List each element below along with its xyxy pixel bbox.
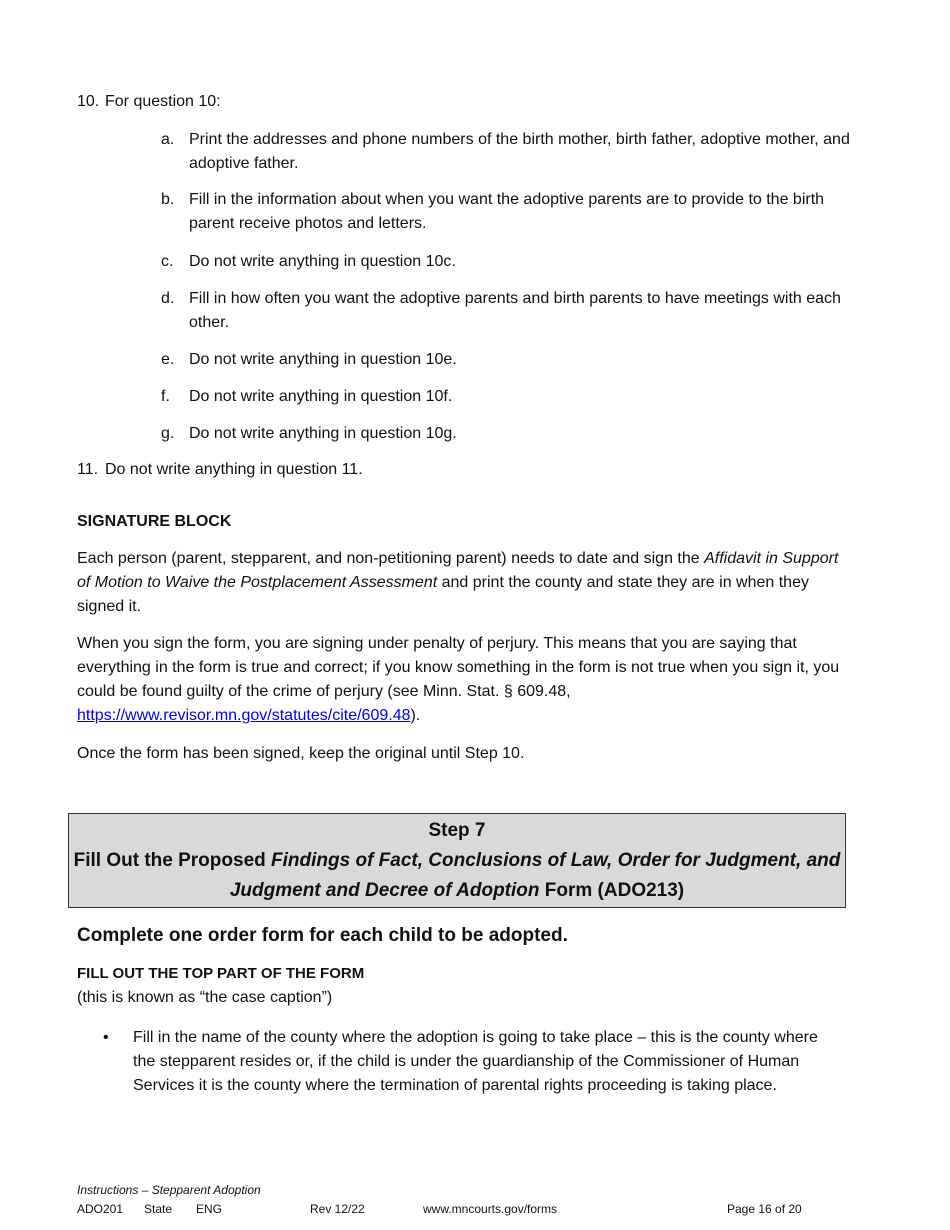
- paragraph-text: and print the county and state they are in when they signed it.: [77, 574, 809, 615]
- signature-paragraph-1: [77, 547, 847, 619]
- top-part-heading: FILL OUT THE TOP PART OF THE FORM: [77, 965, 365, 982]
- list-item: [103, 1026, 843, 1098]
- paragraph-text: Each person (parent, stepparent, and non-petitioning parent) needs to date and sign the: [77, 550, 705, 567]
- paragraph-text: ).: [410, 707, 421, 724]
- paragraph-text: When you sign the form, you are signing under penalty of perjury. This means that you are saying that everything in the form is true and correct; if you know something in the form is not true when you sign it, you could be found guilty of the crime of perjury (see Minn. Stat. § 609.48,: [77, 635, 840, 700]
- item-text: Do not write anything in question 10g.: [189, 425, 457, 442]
- question-11: [77, 458, 857, 482]
- item-text: Do not write anything in question 10f.: [189, 388, 453, 405]
- case-caption-note: (this is known as “the case caption”): [77, 989, 333, 1006]
- item-letter: e.: [161, 351, 175, 368]
- item-letter: a.: [161, 131, 175, 148]
- footer-revision: Rev 12/22: [310, 1202, 365, 1216]
- bullet-text: Fill in the name of the county where the adoption is going to take place – this is the county where the stepparent resides or, if the child is under the guardianship of the Commissioner of Human Services it is the county where the termination of parental rights proceeding is taking place.: [133, 1029, 818, 1094]
- list-item-10a: [161, 128, 851, 176]
- item-text: Fill in the information about when you want the adoptive parents are to provide to the birth parent receive photos and letters.: [189, 191, 825, 232]
- list-item-10c: [161, 250, 851, 274]
- item-letter: g.: [161, 425, 175, 442]
- item-letter: f.: [161, 388, 170, 405]
- signature-block-heading: SIGNATURE BLOCK: [77, 513, 232, 530]
- item-letter: d.: [161, 290, 175, 307]
- footer-website: www.mncourts.gov/forms: [423, 1202, 558, 1216]
- footer-title: Instructions – Stepparent Adoption: [77, 1183, 261, 1197]
- item-text: Fill in how often you want the adoptive parents and birth parents to have meetings with each other.: [189, 290, 841, 331]
- footer-page-number: Page 16 of 20: [727, 1202, 802, 1216]
- footer-form-code: ADO201: [77, 1202, 124, 1216]
- affidavit-title: Affidavit in Support of Motion to Waive the Postplacement Assessment: [77, 550, 839, 591]
- list-item-10b: [161, 188, 851, 236]
- list-item-10g: [161, 422, 851, 446]
- footer-language: ENG: [196, 1202, 223, 1216]
- signature-paragraph-3: Once the form has been signed, keep the original until Step 10.: [77, 745, 525, 762]
- question-number: 10.: [77, 93, 100, 110]
- list-item-10f: [161, 385, 851, 409]
- list-item-10e: [161, 348, 851, 372]
- question-text: Do not write anything in question 11.: [105, 461, 363, 478]
- item-text: Do not write anything in question 10c.: [189, 253, 456, 270]
- footer-jurisdiction: State: [144, 1202, 173, 1216]
- statute-link[interactable]: https://www.revisor.mn.gov/statutes/cite/609.48: [77, 707, 411, 724]
- step-title-text: Form (ADO213): [539, 880, 685, 901]
- step-title-text: Fill Out the Proposed: [73, 850, 272, 871]
- item-letter: b.: [161, 191, 175, 208]
- signature-paragraph-2: [77, 632, 847, 728]
- step-label: Step 7: [428, 820, 486, 841]
- item-letter: c.: [161, 253, 174, 270]
- question-text: For question 10:: [105, 93, 221, 110]
- item-text: Print the addresses and phone numbers of the birth mother, birth father, adoptive mother, and adoptive father.: [189, 131, 850, 172]
- step-title: [69, 846, 845, 906]
- question-10-intro: [77, 90, 857, 114]
- question-number: 11.: [77, 461, 99, 478]
- item-text: Do not write anything in question 10e.: [189, 351, 457, 368]
- list-item-10d: [161, 287, 851, 335]
- step-7-banner: [68, 813, 846, 908]
- step-title-form-name: Findings of Fact, Conclusions of Law, Order for Judgment, and Judgment and Decree of Adoption: [229, 850, 841, 901]
- bullet-icon: •: [103, 1029, 109, 1046]
- order-form-heading: Complete one order form for each child to be adopted.: [77, 925, 568, 946]
